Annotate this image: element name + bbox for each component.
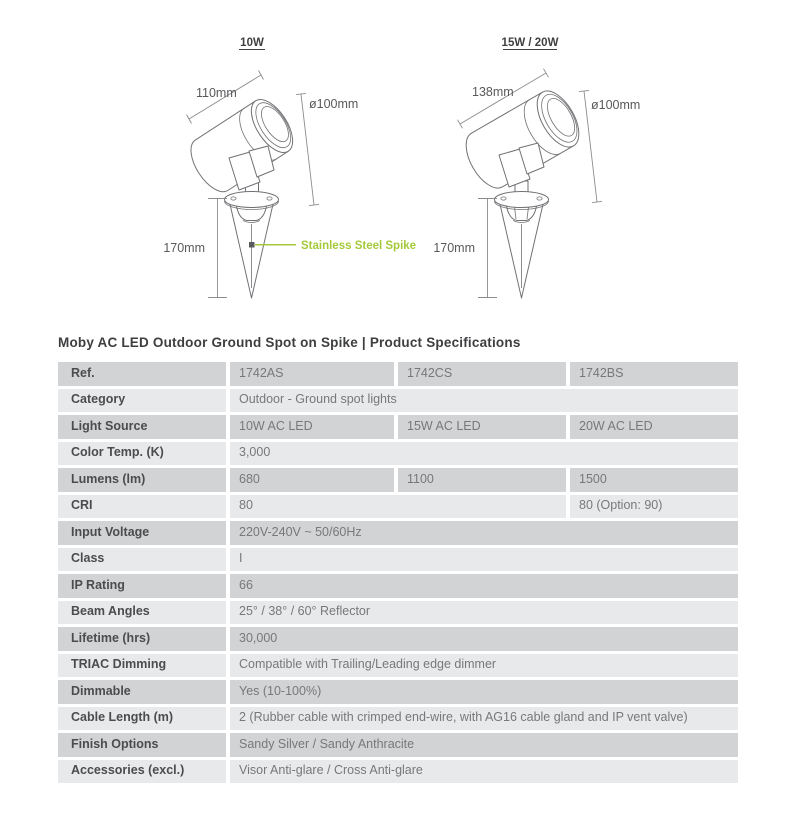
callout-label: Stainless Steel Spike [301, 240, 417, 252]
spec-value: 66 [230, 574, 738, 598]
spec-row [58, 468, 738, 492]
spec-value: 25° / 38° / 60° Reflector [230, 601, 738, 625]
spec-row [58, 680, 738, 704]
diameter-label: ø100mm [309, 97, 359, 111]
diameter-label: ø100mm [591, 98, 641, 112]
base-plate [495, 192, 549, 208]
spec-row [58, 654, 738, 678]
spec-row [58, 415, 738, 439]
spec-row [58, 760, 738, 784]
spec-value: 1742BS [570, 362, 738, 386]
spec-value: Compatible with Trailing/Leading edge dimmer [230, 654, 738, 678]
length-label: 138mm [472, 85, 514, 99]
spec-label: Class [58, 548, 226, 572]
spec-label: Lifetime (hrs) [58, 627, 226, 651]
spec-row [58, 521, 738, 545]
spec-value: 1100 [398, 468, 566, 492]
spec-value: Visor Anti-glare / Cross Anti-glare [230, 760, 738, 784]
spec-row [58, 389, 738, 413]
spec-value: 2 (Rubber cable with crimped end-wire, with AG16 cable gland and IP vent valve) [230, 707, 738, 731]
product-diagrams [0, 0, 800, 325]
spec-value: Outdoor - Ground spot lights [230, 389, 738, 413]
spotlight-diagram-15w-20w [433, 37, 640, 298]
spec-row [58, 627, 738, 651]
spec-value: 80 [230, 495, 566, 519]
spec-label: Accessories (excl.) [58, 760, 226, 784]
dimension-height-15w [433, 199, 497, 298]
height-label: 170mm [163, 241, 205, 255]
spec-label: Lumens (lm) [58, 468, 226, 492]
length-label: 110mm [196, 86, 237, 100]
dimension-diameter-10w [296, 93, 358, 205]
spec-row [58, 548, 738, 572]
spec-value: 680 [230, 468, 394, 492]
page-title: Moby AC LED Outdoor Ground Spot on Spike | Product Specifications [58, 335, 521, 350]
callout-marker [249, 242, 255, 248]
spec-label: Dimmable [58, 680, 226, 704]
spec-value: 20W AC LED [570, 415, 738, 439]
spec-value: 10W AC LED [230, 415, 394, 439]
spec-row [58, 601, 738, 625]
spec-label: Cable Length (m) [58, 707, 226, 731]
spec-row [58, 733, 738, 757]
spike-callout [249, 240, 416, 252]
spec-value: Yes (10-100%) [230, 680, 738, 704]
height-label: 170mm [433, 241, 475, 255]
spec-value: 1500 [570, 468, 738, 492]
spec-label: Light Source [58, 415, 226, 439]
spec-value: 1742CS [398, 362, 566, 386]
spec-value: 15W AC LED [398, 415, 566, 439]
spec-label: Ref. [58, 362, 226, 386]
spec-value: 220V-240V ~ 50/60Hz [230, 521, 738, 545]
spec-value: 80 (Option: 90) [570, 495, 738, 519]
dimension-height-10w [163, 199, 227, 298]
spec-label: Finish Options [58, 733, 226, 757]
spec-value: I [230, 548, 738, 572]
spec-label: TRIAC Dimming [58, 654, 226, 678]
diagram-title-15w-20w: 15W / 20W [501, 37, 559, 49]
spec-label: CRI [58, 495, 226, 519]
diagram-title-10w: 10W [240, 37, 264, 49]
spec-label: Category [58, 389, 226, 413]
spec-row [58, 362, 738, 386]
base-plate [225, 192, 279, 208]
spec-row [58, 707, 738, 731]
spec-label: Input Voltage [58, 521, 226, 545]
spec-table [54, 359, 742, 786]
spec-row [58, 574, 738, 598]
spec-label: Beam Angles [58, 601, 226, 625]
spec-label: Color Temp. (K) [58, 442, 226, 466]
spec-row [58, 495, 738, 519]
spotlight-diagram-10w [163, 37, 416, 298]
spec-table-body [58, 362, 738, 783]
spec-value: Sandy Silver / Sandy Anthracite [230, 733, 738, 757]
spec-label: IP Rating [58, 574, 226, 598]
spec-value: 30,000 [230, 627, 738, 651]
spec-value: 1742AS [230, 362, 394, 386]
spec-row [58, 442, 738, 466]
spec-value: 3,000 [230, 442, 738, 466]
dimension-diameter-15w [579, 90, 640, 202]
